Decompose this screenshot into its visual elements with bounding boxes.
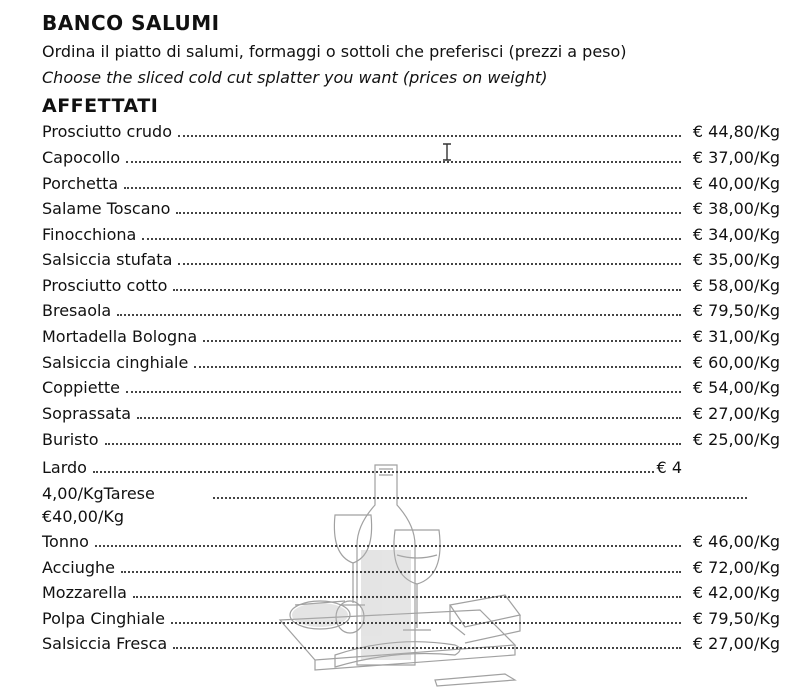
leader-dots <box>105 443 681 445</box>
leader-dots <box>173 289 681 291</box>
item-name: Porchetta <box>42 174 119 193</box>
item-price: € 25,00/Kg <box>692 430 780 449</box>
menu-item <box>42 145 780 167</box>
item-name: Soprassata <box>42 404 132 423</box>
subtitle-english: Choose the sliced cold cut splatter you want (prices on weight) <box>42 68 548 87</box>
leader-dots <box>95 545 681 547</box>
menu-item <box>42 580 780 602</box>
menu-item <box>42 222 780 244</box>
leader-dots <box>137 417 681 419</box>
item-price: € 34,00/Kg <box>692 225 780 244</box>
leader-dots <box>133 596 681 598</box>
item-price: € 27,00/Kg <box>692 634 780 653</box>
item-name: Salsiccia stufata <box>42 250 173 269</box>
menu-item-tarese <box>42 481 750 503</box>
item-price: € 54,00/Kg <box>692 378 780 397</box>
leader-dots <box>203 340 681 342</box>
item-name: Polpa Cinghiale <box>42 609 165 628</box>
item-price: €40,00/Kg <box>42 507 125 526</box>
item-name: Bresaola <box>42 301 112 320</box>
leader-dots <box>171 622 681 624</box>
item-name: Finocchiona <box>42 225 137 244</box>
leader-dots <box>178 135 681 137</box>
item-price: € 27,00/Kg <box>692 404 780 423</box>
leader-dots <box>93 471 654 473</box>
leader-dots <box>142 238 681 240</box>
item-price: € 37,00/Kg <box>692 148 780 167</box>
item-name: Prosciutto crudo <box>42 122 172 141</box>
item-name: Salsiccia cinghiale <box>42 353 189 372</box>
page-title: BANCO SALUMI <box>42 11 220 35</box>
leader-dots <box>126 391 681 393</box>
menu-item <box>42 606 780 628</box>
menu-item <box>42 529 780 551</box>
item-price: € 60,00/Kg <box>692 353 780 372</box>
menu-item <box>42 171 780 193</box>
item-price: € 31,00/Kg <box>692 327 780 346</box>
menu-item <box>42 427 780 449</box>
leader-dots <box>178 263 681 265</box>
item-price: € 4 <box>656 458 682 477</box>
item-price: € 79,50/Kg <box>692 609 780 628</box>
item-name: Salame Toscano <box>42 199 171 218</box>
item-price: € 46,00/Kg <box>692 532 780 551</box>
item-name: Prosciutto cotto <box>42 276 168 295</box>
item-price: € 44,80/Kg <box>692 122 780 141</box>
menu-item <box>42 350 780 372</box>
item-price: € 35,00/Kg <box>692 250 780 269</box>
menu-item <box>42 401 780 423</box>
leader-dots <box>213 497 747 499</box>
menu-item <box>42 324 780 346</box>
menu-item-lardo <box>42 455 682 477</box>
menu-item <box>42 631 780 653</box>
item-name: Buristo <box>42 430 99 449</box>
item-price: € 42,00/Kg <box>692 583 780 602</box>
subtitle-italian: Ordina il piatto di salumi, formaggi o sottoli che preferisci (prezzi a peso) <box>42 42 627 61</box>
menu-item <box>42 247 780 269</box>
item-price: € 79,50/Kg <box>692 301 780 320</box>
leader-dots <box>126 161 681 163</box>
section-title: AFFETTATI <box>42 95 159 117</box>
menu-item <box>42 375 780 397</box>
item-price: € 38,00/Kg <box>692 199 780 218</box>
item-name: Mozzarella <box>42 583 127 602</box>
item-name: Mortadella Bologna <box>42 327 198 346</box>
item-name: Capocollo <box>42 148 121 167</box>
menu-item <box>42 119 780 141</box>
menu-item <box>42 196 780 218</box>
menu-item <box>42 273 780 295</box>
leader-dots <box>124 187 681 189</box>
leader-dots <box>176 212 681 214</box>
menu-item <box>42 298 780 320</box>
item-price: € 58,00/Kg <box>692 276 780 295</box>
menu-item <box>42 555 780 577</box>
leader-dots <box>121 571 681 573</box>
item-price: € 40,00/Kg <box>692 174 780 193</box>
item-price: € 72,00/Kg <box>692 558 780 577</box>
item-name: Acciughe <box>42 558 115 577</box>
leader-dots <box>194 366 681 368</box>
item-text: 4,00/KgTarese <box>42 484 155 503</box>
item-name: Coppiette <box>42 378 120 397</box>
leader-dots <box>117 314 681 316</box>
leader-dots <box>173 647 681 649</box>
item-name: Tonno <box>42 532 89 551</box>
item-name: Lardo <box>42 458 87 477</box>
item-name: Salsiccia Fresca <box>42 634 168 653</box>
